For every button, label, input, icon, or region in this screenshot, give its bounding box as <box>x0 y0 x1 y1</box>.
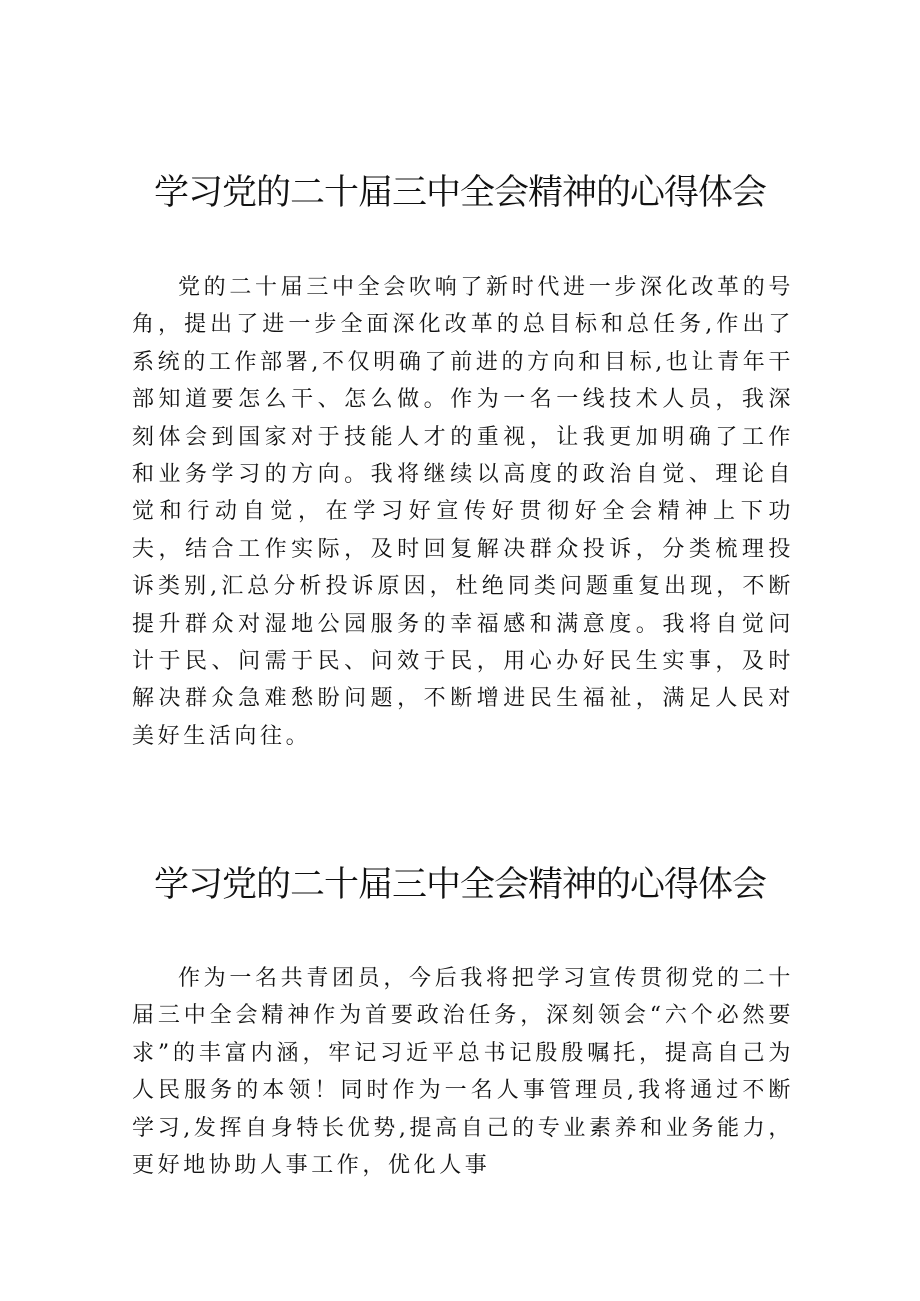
section-2-title: 学习党的二十届三中全会精神的心得体会 <box>153 865 766 905</box>
section-2-paragraph: 作为一名共青团员，今后我将把学习宣传贯彻党的二十届三中全会精神作为首要政治任务，深刻领会“六个必然要求”的丰富内涵，牢记习近平总书记殷殷嘱托，提高自己为人民服务的本领！同时作为一名人事管理员,我将通过不断学习,发挥自身特长优势,提高自己的专业素养和业务能力，更好地协助人事工作，优化人事 <box>132 966 794 1179</box>
section-1-paragraph: 党的二十届三中全会吹响了新时代进一步深化改革的号角，提出了进一步全面深化改革的总目标和总任务,作出了系统的工作部署,不仅明确了前进的方向和目标,也让青年干部知道要怎么干、怎么做。作为一名一线技术人员，我深刻体会到国家对于技能人才的重视，让我更加明确了工作和业务学习的方向。我将继续以高度的政治自觉、理论自觉和行动自觉，在学习好宣传好贯彻好全会精神上下功夫，结合工作实际，及时回复解决群众投诉，分类梳理投诉类别,汇总分析投诉原因，杜绝同类问题重复出现，不断提升群众对湿地公园服务的幸福感和满意度。我将自觉问计于民、问需于民、问效于民，用心办好民生实事，及时解决群众急难愁盼问题，不断增进民生福祉，满足人民对美好生活向往。 <box>132 275 794 749</box>
section-1-title: 学习党的二十届三中全会精神的心得体会 <box>153 173 766 213</box>
